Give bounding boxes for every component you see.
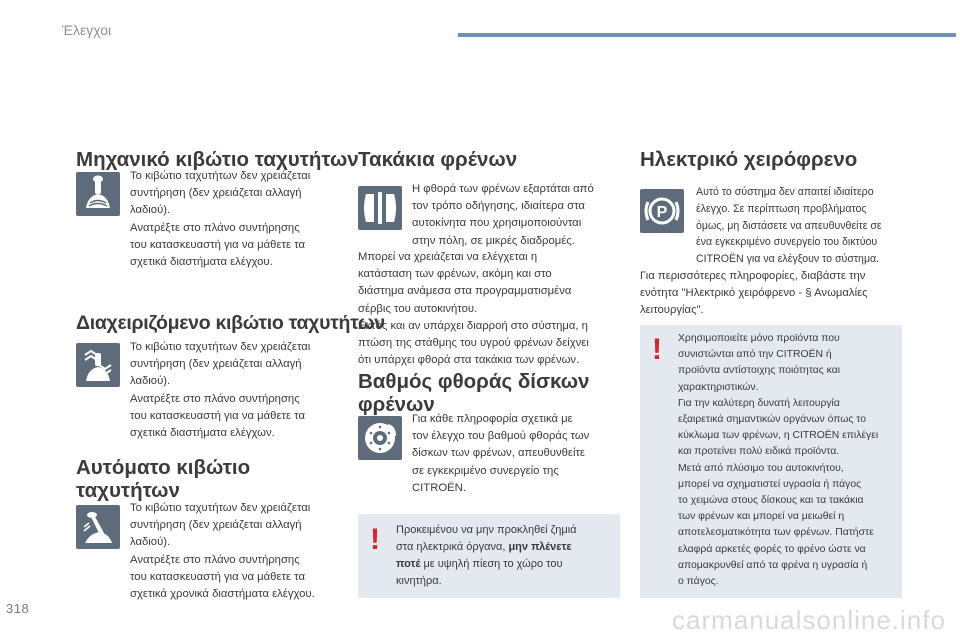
manual-gearbox-icon — [76, 172, 120, 216]
brake-pads-title: Τακάκια φρένων — [358, 148, 518, 171]
automatic-gearbox-icon — [76, 505, 120, 549]
automatic-gearbox-title: Αυτόματο κιβώτιο ταχυτήτων — [76, 456, 251, 502]
parking-p-glyph: P — [656, 204, 668, 221]
brake-discs-text: Για κάθε πληροφορία σχετικά με τον έλεγχο του βαθμού φθοράς των δίσκων των φρένων, απευθυνθείτε σε εγκεκριμένο συνεργείο της CITROËN. — [412, 413, 590, 494]
manual-gearbox-title: Μηχανικό κιβώτιο ταχυτήτων — [76, 148, 359, 171]
brake-products-warning — [640, 325, 902, 598]
brake-pads-text: Μπορεί να χρειάζεται να ελέγχεται η κατάσταση των φρένων, ακόμη και στο διάστημα ανάμεσα στα προγραμματισμένα σέρβις του αυτοκινήτου. Εκτός και αν υπάρχει διαρροή στο σύστημα, η πτώση της στάθμης του υγρού φρένων δείχνει ότι υπάρχει φθορά στα τακάκια των φρένων. — [358, 251, 589, 367]
managed-gearbox-icon — [76, 343, 120, 387]
brake-products-warning-text: Χρησιμοποιείτε μόνο προϊόντα που συνιστώνται από την CITROËN ή προϊόντα αντίστοιχης ποιότητας και χαρακτηριστικών. Για την καλύτερη δυνατή λειτουργία εξαιρετικά σημαντικών οργάνων όπως το κύκλωμα των φρένων, η CITROËN επιλέγει και προτείνει πολύ ειδικά προϊόντα. Μετά από πλύσιμο του αυτοκινήτου, μπορεί να σχηματιστεί υγρασία ή πάγος το χειμώνα στους δίσκους και τα τακάκια των φρένων και μπορεί να μειωθεί η αποτελεσματικότητα των φρένων. Πατήστε ελαφρά αρκετές φορές το φρένο ώστε να απομακρυνθεί από τα φρένα η υγρασία ή ο πάγος. — [678, 333, 879, 588]
managed-gearbox-text: Το κιβώτιο ταχυτήτων δεν χρειάζεται συντήρηση (δεν χρειάζεται αλλαγή λαδιού). Ανατρέξτε στο πλάνο συντήρησης του κατασκευαστή για να μάθετε τα σχετικά διαστήματα ελέγχων. — [130, 341, 311, 440]
brake-pads-icon-text: Η φθορά των φρένων εξαρτάται από τον τρόπο οδήγησης, ιδιαίτερα στα αυτοκίνητα που χρησιμοποιούνται στην πόλη, σε μικρές διαδρομές. — [412, 183, 594, 247]
brake-disc-icon — [358, 416, 402, 460]
electric-parking-brake-text: Για περισσότερες πληροφορίες, διαβάστε την ενότητα "Ηλεκτρικό χειρόφρενο - § Ανωμαλίες λειτουργίας". — [640, 270, 868, 317]
electric-parking-brake-icon — [640, 189, 684, 233]
manual-gearbox-text: Το κιβώτιο ταχυτήτων δεν χρειάζεται συντήρηση (δεν χρειάζεται αλλαγή λαδιού). Ανατρέξτε στο πλάνο συντήρησης του κατασκευαστή για να μάθετε τα σχετικά διαστήματα ελέγχου. — [130, 170, 311, 269]
electric-parking-brake-icon-text: Αυτό το σύστημα δεν απαιτεί ιδιαίτερο έλεγχο. Σε περίπτωση προβλήματος όμως, μη διστάσετε να απευθυνθείτε σε ένα εγκεκριμένο συνεργείο του δικτύου CITROËN για να ελέγξουν το σύστημα. — [696, 186, 882, 266]
header-rule — [458, 33, 956, 37]
brake-pads-icon — [358, 186, 402, 230]
brake-discs-title: Βαθμός φθοράς δίσκων φρένων — [358, 370, 590, 416]
watermark: carmanualsonline.info — [672, 605, 946, 635]
automatic-gearbox-text: Το κιβώτιο ταχυτήτων δεν χρειάζεται συντήρηση (δεν χρειάζεται αλλαγή λαδιού). Ανατρέξτε στο πλάνο συντήρησης του κατασκευαστή για να μάθετε τα σχετικά χρονικά διαστήματα ελέγχου. — [130, 502, 315, 601]
warning-icon: ! — [652, 333, 662, 366]
managed-gearbox-title: Διαχειριζόμενο κιβώτιο ταχυτήτων — [76, 312, 385, 334]
engine-washing-warning-text: Προκειμένου να μην προκληθεί ζημιά στα ηλεκτρικά όργανα, μην πλένετε ποτέ με υψηλή πίεση το χώρο του κινητήρα. — [396, 524, 577, 587]
electric-parking-brake-title: Ηλεκτρικό χειρόφρενο — [640, 148, 858, 171]
page-number: 318 — [6, 601, 30, 616]
engine-washing-warning — [358, 514, 620, 598]
section-title: Έλεγχοι — [62, 22, 112, 38]
warning-icon: ! — [370, 523, 380, 556]
